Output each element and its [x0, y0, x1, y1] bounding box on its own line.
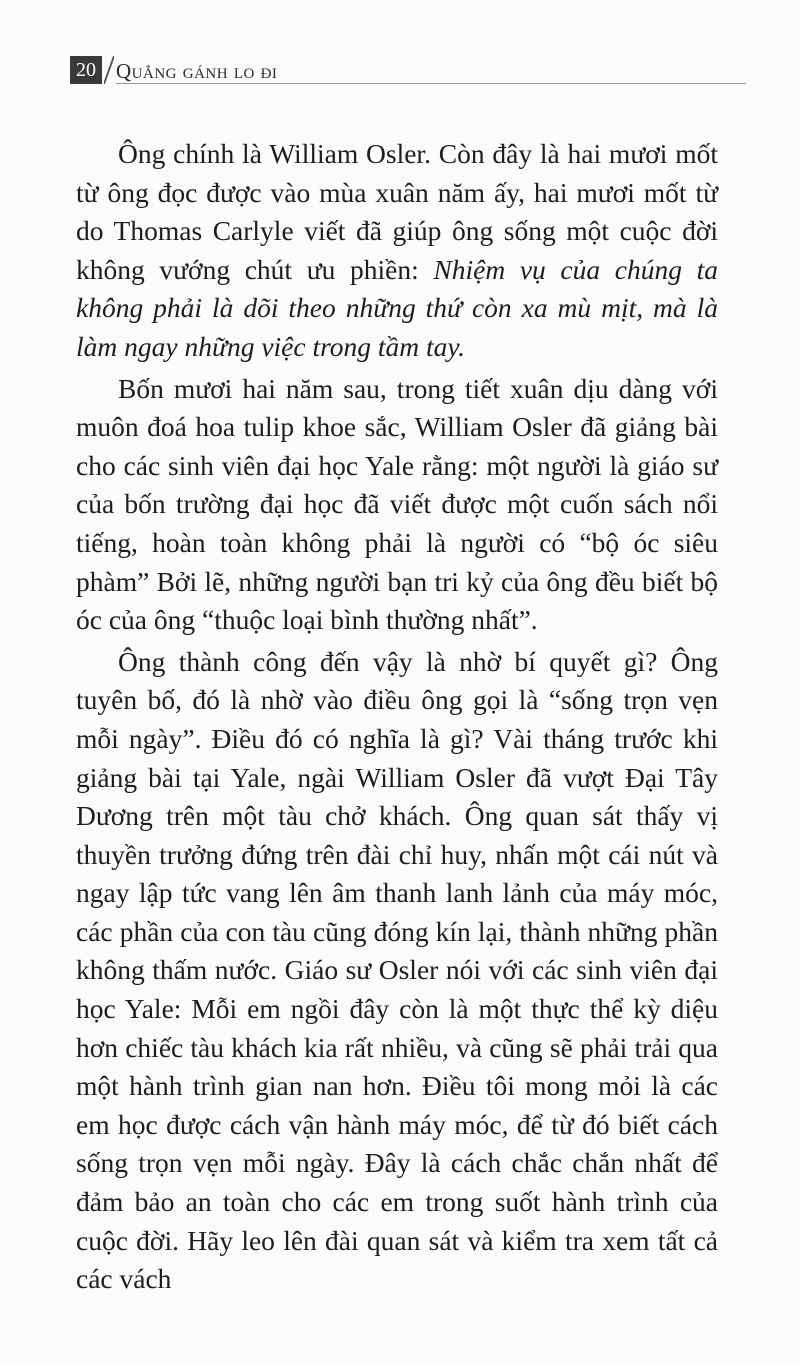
paragraph	[76, 643, 718, 1299]
paragraph-text: Bốn mươi hai năm sau, trong tiết xuân dịu dàng với muôn đoá hoa tulip khoe sắc, William Osler đã giảng bài cho các sinh viên đại học Yale rằng: một người là giáo sư của bốn trường đại học đã viết được một cuốn sách nổi tiếng, hoàn toàn không phải là người có “bộ óc siêu phàm” Bởi lẽ, những người bạn tri kỷ của ông đều biết bộ óc của ông “thuộc loại bình thường nhất”.	[76, 372, 718, 636]
header-slash-divider	[104, 56, 114, 84]
paragraph-text: Ông thành công đến vậy là nhờ bí quyết gì? Ông tuyên bố, đó là nhờ vào điều ông gọi là “sống trọn vẹn mỗi ngày”. Điều đó có nghĩa là gì? Vài tháng trước khi giảng bài tại Yale, ngài William Osler đã vượt Đại Tây Dương trên một tàu chở khách. Ông quan sát thấy vị thuyền trưởng đứng trên đài chỉ huy, nhấn một cái nút và ngay lập tức vang lên âm thanh lanh lảnh của máy móc, các phần của con tàu cũng đóng kín lại, thành những phần không thấm nước. Giáo sư Osler nói với các sinh viên đại học Yale: Mỗi em ngồi đây còn là một thực thể kỳ diệu hơn chiếc tàu khách kia rất nhiều, và cũng sẽ phải trải qua một hành trình gian nan hơn. Điều tôi mong mỏi là các em học được cách vận hành máy móc, để từ đó biết cách sống trọn vẹn mỗi ngày. Đây là cách chắc chắn nhất để đảm bảo an toàn cho các em trong suốt hành trình của cuộc đời. Hãy leo lên đài quan sát và kiểm tra xem tất cả các vách	[76, 645, 718, 1295]
header-rule	[116, 83, 746, 84]
page-number: 20	[70, 56, 102, 84]
page-body	[76, 135, 718, 1302]
running-header	[70, 56, 746, 86]
paragraph	[76, 135, 718, 367]
running-title: Quẳng gánh lo đi	[116, 59, 278, 83]
quote-italic: Nhiệm vụ của chúng ta không phải là dõi theo những thứ còn xa mù mịt, mà là làm ngay những việc trong tầm tay.	[76, 253, 719, 362]
paragraph-text: Ông chính là William Osler. Còn đây là hai mươi mốt từ ông đọc được vào mùa xuân năm ấy, hai mươi mốt từ do Thomas Carlyle viết đã giúp ông sống một cuộc đời không vướng chút ưu phiền:	[76, 138, 718, 285]
paragraph	[76, 370, 718, 640]
